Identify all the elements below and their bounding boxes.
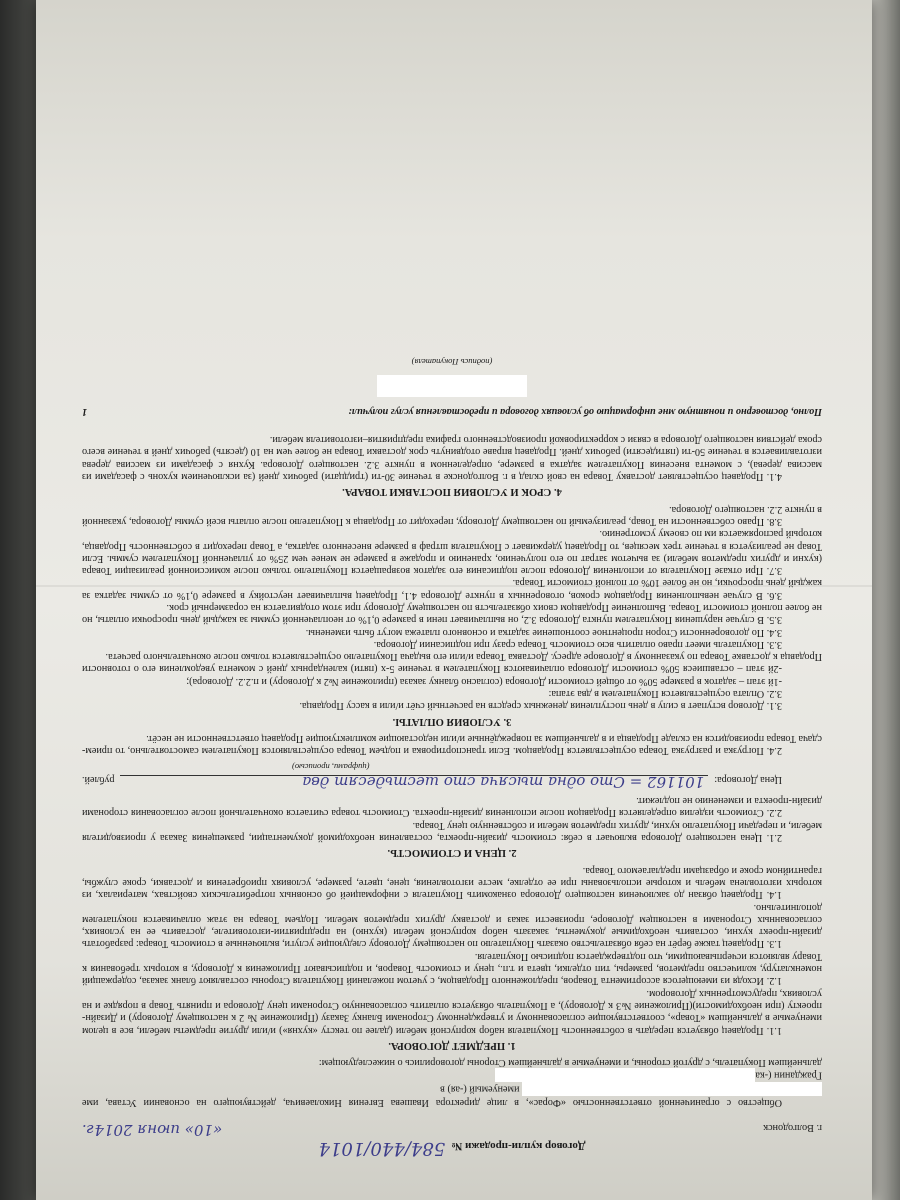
preamble-text-1-end: именуемый (-ая) в <box>440 1083 520 1095</box>
section-1-title: 1. ПРЕДМЕТ ДОГОВОРА. <box>388 1039 516 1051</box>
clause-3-1: 3.1. Договор вступает в силу в день поступления денежных средств на расчетный счёт и/или в кассу Продавца. <box>299 700 782 712</box>
clause-3-2: 3.2. Оплата осуществляется Покупателем в два этапа: <box>548 688 782 700</box>
clause-2-4: 2.4. Погрузка и разгрузка Товара осуществляется Продавцом. Если транспортировка и подъем Товара осуществляются Покупателем самостоятельно, то прием-сдача Товара производится на складе Продавца и в дальнейшем за повреждённые и/или недостающие комплектующие Продавец ответственности не несёт. <box>82 732 822 757</box>
clause-3-3: 3.3. Покупатель имеет право оплатить всю стоимость Товара сразу при подписании Договора. <box>373 638 782 650</box>
contract-number-handwritten: 584/440/1014 <box>318 1138 446 1159</box>
price-row <box>82 772 822 791</box>
price-currency: рублей. <box>82 773 115 785</box>
acknowledgement: Полно, достоверно и понятную мне информацию об условиях договора и предоставления услуг получил: <box>348 405 822 417</box>
price-caption: (цифрами, прописью) <box>292 761 370 772</box>
section-2-title: 2. ЦЕНА И СТОИМОСТЬ. <box>387 847 517 859</box>
price-label: Цена Договора: <box>714 773 782 785</box>
clause-1-2: 1.2. Исходя из имеющегося ассортимента Товаров, предложенного Продавцом, с учетом пожеланий Покупателя Стороны составляют бланк заказа, содержащий номенклатуру, количество предметов, размеры, тип отделки, цвета и т.п., цену и стоимость Товаров, и подписывают Приложения к Договору, в которых требования к Товару являются исчерпывающими, что подтверждается подписью Покупателя. <box>82 950 822 987</box>
signature-caption: (подпись Покупателя) <box>411 357 493 368</box>
page-number: 1 <box>82 405 88 417</box>
section-3-title: 3. УСЛОВИЯ ОПЛАТЫ. <box>392 715 512 727</box>
signature-redaction <box>377 375 527 397</box>
clause-1-3: 1.3. Продавец также берёт на себя обязательство оказать Покупателю по настоящему Договору следующие услуги, включенные в стоимость Товара: разработать дизайн-проект кухни, составить необходимые документы, заказать набор корпусной мебели (кухню) на предприятии-изготовителе, доставить ее на условиях, согласованных Сторонами в настоящем Договоре, произвести заказ и доставку других предметов мебели. Подъем Товара на этаж оплачивается покупателем дополнительно. <box>82 901 822 950</box>
document-body <box>82 356 822 1159</box>
clause-1-4: 1.4. Продавец обязан до заключения настоящего Договора ознакомить Покупателя с информацией об основных потребительских свойствах, материалах, из которых изготовлена мебель и которые использованы при ее отделке, месте изготовления, цене, цвете, размере, условиях приобретения и доставки, сроке службы, гарантийном сроке и образцами предлагаемого Товара. <box>82 864 822 901</box>
preamble-paragraph <box>82 1082 822 1108</box>
redaction-box <box>522 1082 822 1096</box>
city-date-row <box>82 1120 822 1139</box>
price-handwritten: 101162 = Сто одна тысяча сто шестьдесят два <box>120 775 708 788</box>
preamble-text-2: Гражданин (-ка <box>755 1069 822 1081</box>
document-rotated <box>36 0 872 1200</box>
clause-3-5: 3.5. В случае нарушения Покупателем пункта Договора 3.2, он выплачивает пени в размере 0,1% от неоплаченной суммы за каждый день просрочки оплаты, но не более полной стоимости Товара. Выполнение Продавцом своих обязательств по настоящему Договору при этом отодвигается на соразмерный срок. <box>82 602 822 626</box>
clause-2-2: 2.2. Стоимость изделия определяется Продавцом после исполнения дизайн-проекта. Стоимость товара считается окончательной после согласования сторонами дизайн-проекта и изменению не подлежит. <box>82 795 822 819</box>
clause-3-7: 3.7. При отказе Покупателя от исполнения Договора после подписания его задаток возвращается Покупателю только после комиссионной реализации Товара (кухни и других предметов мебели) за вычетом затрат по его получению, хранению и продаже в размере не менее чем 25% от уплаченной Покупателем суммы. Если Товар не реализуется в течение трех месяцев, то Продавец удерживает с Покупателя штраф в размере внесенного задатка, а Товар переходит в собственность Продавца, который распоряжается им по своему усмотрению. <box>82 528 822 577</box>
preamble-buyer <box>82 1068 822 1082</box>
preamble-parties: дальнейшем Покупатель, с другой стороны, и именуемые в дальнейшем Стороны договорились о нижеследующем: <box>318 1057 822 1069</box>
clause-3-8: 3.8. Право собственности на Товар, реализуемый по настоящему Договору, переходит от Продавца к Покупателю после оплаты всей суммы Договора, указанной в пункте 2.2. настоящего Договора. <box>82 503 822 527</box>
document-page <box>36 0 872 1200</box>
contract-title <box>82 1138 822 1159</box>
city: г. Волгодонск <box>763 1121 822 1133</box>
contract-title-text: Договор купли-продажи № <box>451 1140 586 1152</box>
clause-4-1: 4.1. Продавец осуществляет доставку Товара на свой склад в г. Волгодонске в течение 30-ти (тридцати) рабочих дней (за исключением кухонь с фасадами из массива дерева), с момента внесения Покупателем задатка в размере, определенном в пункте 3.2. настоящего Договора. Кухня с фасадами из массива дерева изготавливается в течение 50-ти (пятидесяти) рабочих дней. Продавец вправе отодвинуть срок доставки Товара не более чем на 10 (десять) рабочих дней в течение всего срока действия настоящего Договора в связи с корректировкой производственного графика предприятия–изготовителя мебели. <box>82 434 822 483</box>
preamble-text-1: Общество с ограниченной ответственностью «Форас», в лице директора Ивашева Евгения Николаевича, действующего на основании Устава, име <box>82 1097 782 1109</box>
footer <box>82 405 822 417</box>
clause-3-2a: -1й этап – задаток в размере 50% от общей стоимости Договора (согласно бланку заказа (приложение №2 к Договору) и п.2.2. Договора); <box>186 675 782 687</box>
clause-2-1: 2.1. Цена настоящего Договора включает в себя: стоимость дизайн-проекта, составления необходимой документации, размещения Заказа у производителя мебели, и передачи Покупателю кухни, других предметов мебели и собственную цену Товара. <box>82 819 822 844</box>
signature-block <box>82 356 822 397</box>
clause-3-4: 3.4. По договоренности Сторон процентное соотношение задатка и основного платежа могут быть изменены. <box>305 626 782 638</box>
redaction-box-2 <box>495 1068 755 1082</box>
clause-3-6: 3.6. В случае невыполнения Продавцом сроков, оговоренных в пункте Договора 4.1, Продавец выплачивает неустойку в размере 0,1% от суммы задатка за каждый день просрочки, но не более 10% от полной стоимости Товара. <box>82 577 822 601</box>
section-4-title: 4. СРОК И УСЛОВИЯ ПОСТАВКИ ТОВАРА. <box>342 486 562 498</box>
clause-3-2b: -2й этап – оставшиеся 50% стоимости Договора оплачиваются Покупателем в течение 5-х (пяти) календарных дней с момента уведомления его о готовности Продавца к доставке Товара по указанному в Договоре адресу. Доставка Товара и/или его выдача Покупателю осуществляется только после окончательного расчета. <box>82 651 822 675</box>
date-handwritten: «10» июня 2014г. <box>82 1120 223 1139</box>
clause-1-1: 1.1. Продавец обязуется передать в собственность Покупателя набор корпусной мебели (далее по тексту «кухня») и/или другие предметы мебели, все в целом именуемые в дальнейшем «Товар», соответствующие согласованному и утвержденному Сторонами Бланку Заказу (Приложение № 2 к настоящему Договору) и Дизайн-проекту (при необходимости)(Приложение №3 к Договору), а Покупатель обязуется оплатить согласованную Сторонами цену Договора и принять Товар в порядке и на условиях, предусмотренных Договором. <box>82 987 822 1036</box>
